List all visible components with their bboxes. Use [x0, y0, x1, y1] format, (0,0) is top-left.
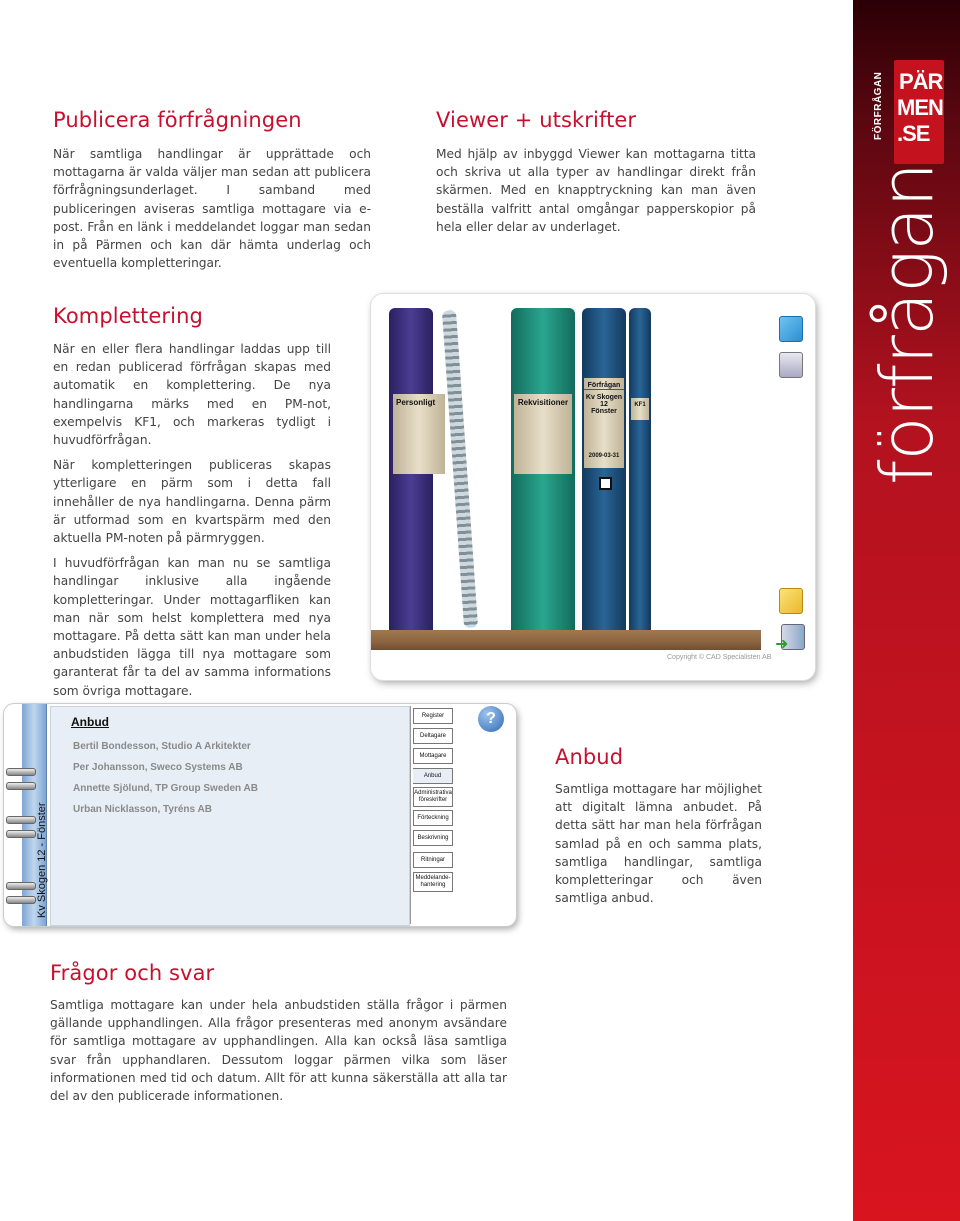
text-komplettering — [53, 340, 331, 707]
binder-label-title: Förfrågan — [584, 382, 624, 390]
tab-administrativa[interactable]: Administrativa föreskrifter — [413, 787, 453, 807]
binder-label-sub1: Kv Skogen — [585, 394, 623, 401]
brand-sidebar — [853, 0, 960, 1221]
spine-text: Kv Skogen 12 - Fönster — [36, 802, 48, 918]
text-anbud — [555, 780, 762, 914]
tab-beskrivning[interactable]: Beskrivning — [413, 830, 453, 846]
heading-komplettering: Komplettering — [53, 304, 203, 328]
exit-arrow-icon: ➜ — [775, 634, 789, 653]
copyright-text: Copyright © CAD Specialisten AB — [667, 654, 772, 661]
tab-meddelandehantering[interactable]: Meddelande-hantering — [413, 872, 453, 892]
binder-label-rekvisitioner: Rekvisitioner — [514, 394, 572, 474]
binder-label-kf1: KF1 — [631, 398, 649, 420]
tab-anbud[interactable]: Anbud — [413, 768, 453, 784]
folder-icon[interactable] — [779, 316, 803, 342]
paragraph-fragor: Samtliga mottagare kan under hela anbudstiden ställa frågor i pärmen gällande upphandlingen. Alla frågor presenteras med anonym avsändare för samtliga mottagare av upphandlingen. Alla kan också läsa samtliga svar från upphandlaren. Dessutom loggar pärmen vilka som läser informationen med tid och datum. Allt för att kunna säkerställa att alla tar del av den publicerade informationen. — [50, 998, 507, 1104]
logo-line-1: PÄR — [899, 69, 943, 94]
help-icon[interactable]: ? — [478, 706, 504, 732]
tab-forteckning[interactable]: Förteckning — [413, 810, 453, 826]
bidder-item[interactable]: Per Johansson, Sweco Systems AB — [73, 762, 243, 773]
heading-publicera: Publicera förfrågningen — [53, 108, 302, 132]
cabinet-icon[interactable] — [779, 352, 803, 378]
bidder-item[interactable]: Bertil Bondesson, Studio A Arkitekter — [73, 741, 251, 752]
text-viewer — [436, 145, 756, 243]
vertical-brand-word: förfrågan — [865, 162, 949, 485]
binder-ring — [6, 896, 36, 904]
text-fragor — [50, 996, 507, 1112]
paragraph-viewer: Med hjälp av inbyggd Viewer kan mottagarna titta och skriva ut alla typer av handlingar direkt från skärmen. Med en knapptryckning kan man även beställa valfritt antal omgångar papperskopior på hela eller delar av underlaget. — [436, 147, 756, 234]
tab-deltagare[interactable]: Deltagare — [413, 728, 453, 744]
anbud-list-heading: Anbud — [71, 715, 109, 729]
logo-line-3: .SE — [897, 121, 930, 146]
paragraph-komplettering-3: I huvudförfrågan kan man nu se samtliga handlingar inklusive alla ingående kompletteringar. Under mottagarfliken kan man när som helst komplettera med nya mottagare. På detta sätt kan man under hela anbudstiden lägga till nya mottagare som garanterat får ta del av samma informations som övriga mottagare. — [53, 556, 331, 698]
binder-label-sub2: 12 — [600, 401, 608, 408]
binder-ring — [6, 782, 36, 790]
checkbox-icon[interactable] — [599, 477, 612, 490]
binder-tabs — [410, 706, 455, 924]
binder-ring — [6, 830, 36, 838]
bidder-item[interactable]: Urban Nicklasson, Tyréns AB — [73, 804, 212, 815]
spiral-binding — [442, 310, 478, 628]
binder-forfragan[interactable] — [582, 308, 626, 630]
heading-fragor: Frågor och svar — [50, 961, 215, 985]
anbud-list-panel — [50, 706, 410, 926]
paragraph-publicera: När samtliga handlingar är upprättade och mottagarna är valda väljer man sedan att publicera förfrågningsunderlaget. I samband med publiceringen aviseras samtliga mottagare via e-post. Från en länk i meddelandet loggar man sedan in på Pärmen och kan där hämta underlag och eventuella kompletteringar. — [53, 147, 371, 271]
binder-ring — [6, 882, 36, 890]
binder-label-date: 2009-03-31 — [584, 450, 624, 466]
paragraph-komplettering-1: När en eller flera handlingar laddas upp till en redan publicerad förfrågan skapas med automatik en komplettering. De nya handlingarna märks med en PM-not, exempelvis KF1, och markeras tydligt i huvudförfrågan. — [53, 342, 331, 448]
binder-ring — [6, 768, 36, 776]
anbud-screenshot — [4, 704, 516, 926]
tab-register[interactable]: Register — [413, 708, 453, 724]
notes-icon[interactable] — [779, 588, 803, 614]
logo-line-2: MEN — [897, 95, 943, 120]
text-publicera — [53, 145, 371, 279]
heading-anbud: Anbud — [555, 745, 624, 769]
binder-shelf-screenshot — [371, 294, 815, 680]
parmen-logo — [894, 60, 944, 164]
heading-viewer: Viewer + utskrifter — [436, 108, 637, 132]
paragraph-komplettering-2: När kompletteringen publiceras skapas ytterligare en pärm som i detta fall innehåller de nya handlingarna. Denna pärm är utformad som en kvartspärm med den aktuella PM-noten på pärmryggen. — [53, 458, 331, 546]
binder-label-sub3: Fönster — [591, 408, 617, 415]
tab-ritningar[interactable]: Ritningar — [413, 852, 453, 868]
binder-kf1[interactable] — [629, 308, 651, 630]
binder-ring — [6, 816, 36, 824]
bidder-item[interactable]: Annette Sjölund, TP Group Sweden AB — [73, 783, 259, 794]
binder-label-personligt: Personligt — [393, 394, 445, 474]
tab-mottagare[interactable]: Mottagare — [413, 748, 453, 764]
bookshelf — [371, 630, 761, 650]
paragraph-anbud: Samtliga mottagare har möjlighet att digitalt lämna anbudet. På detta sätt har man hela förfrågan samlad på en och samma plats, samtliga handlingar, samtliga kompletteringar och även samtliga anbud. — [555, 782, 762, 906]
logo-tagline: FÖRFRÅGAN — [873, 71, 884, 140]
